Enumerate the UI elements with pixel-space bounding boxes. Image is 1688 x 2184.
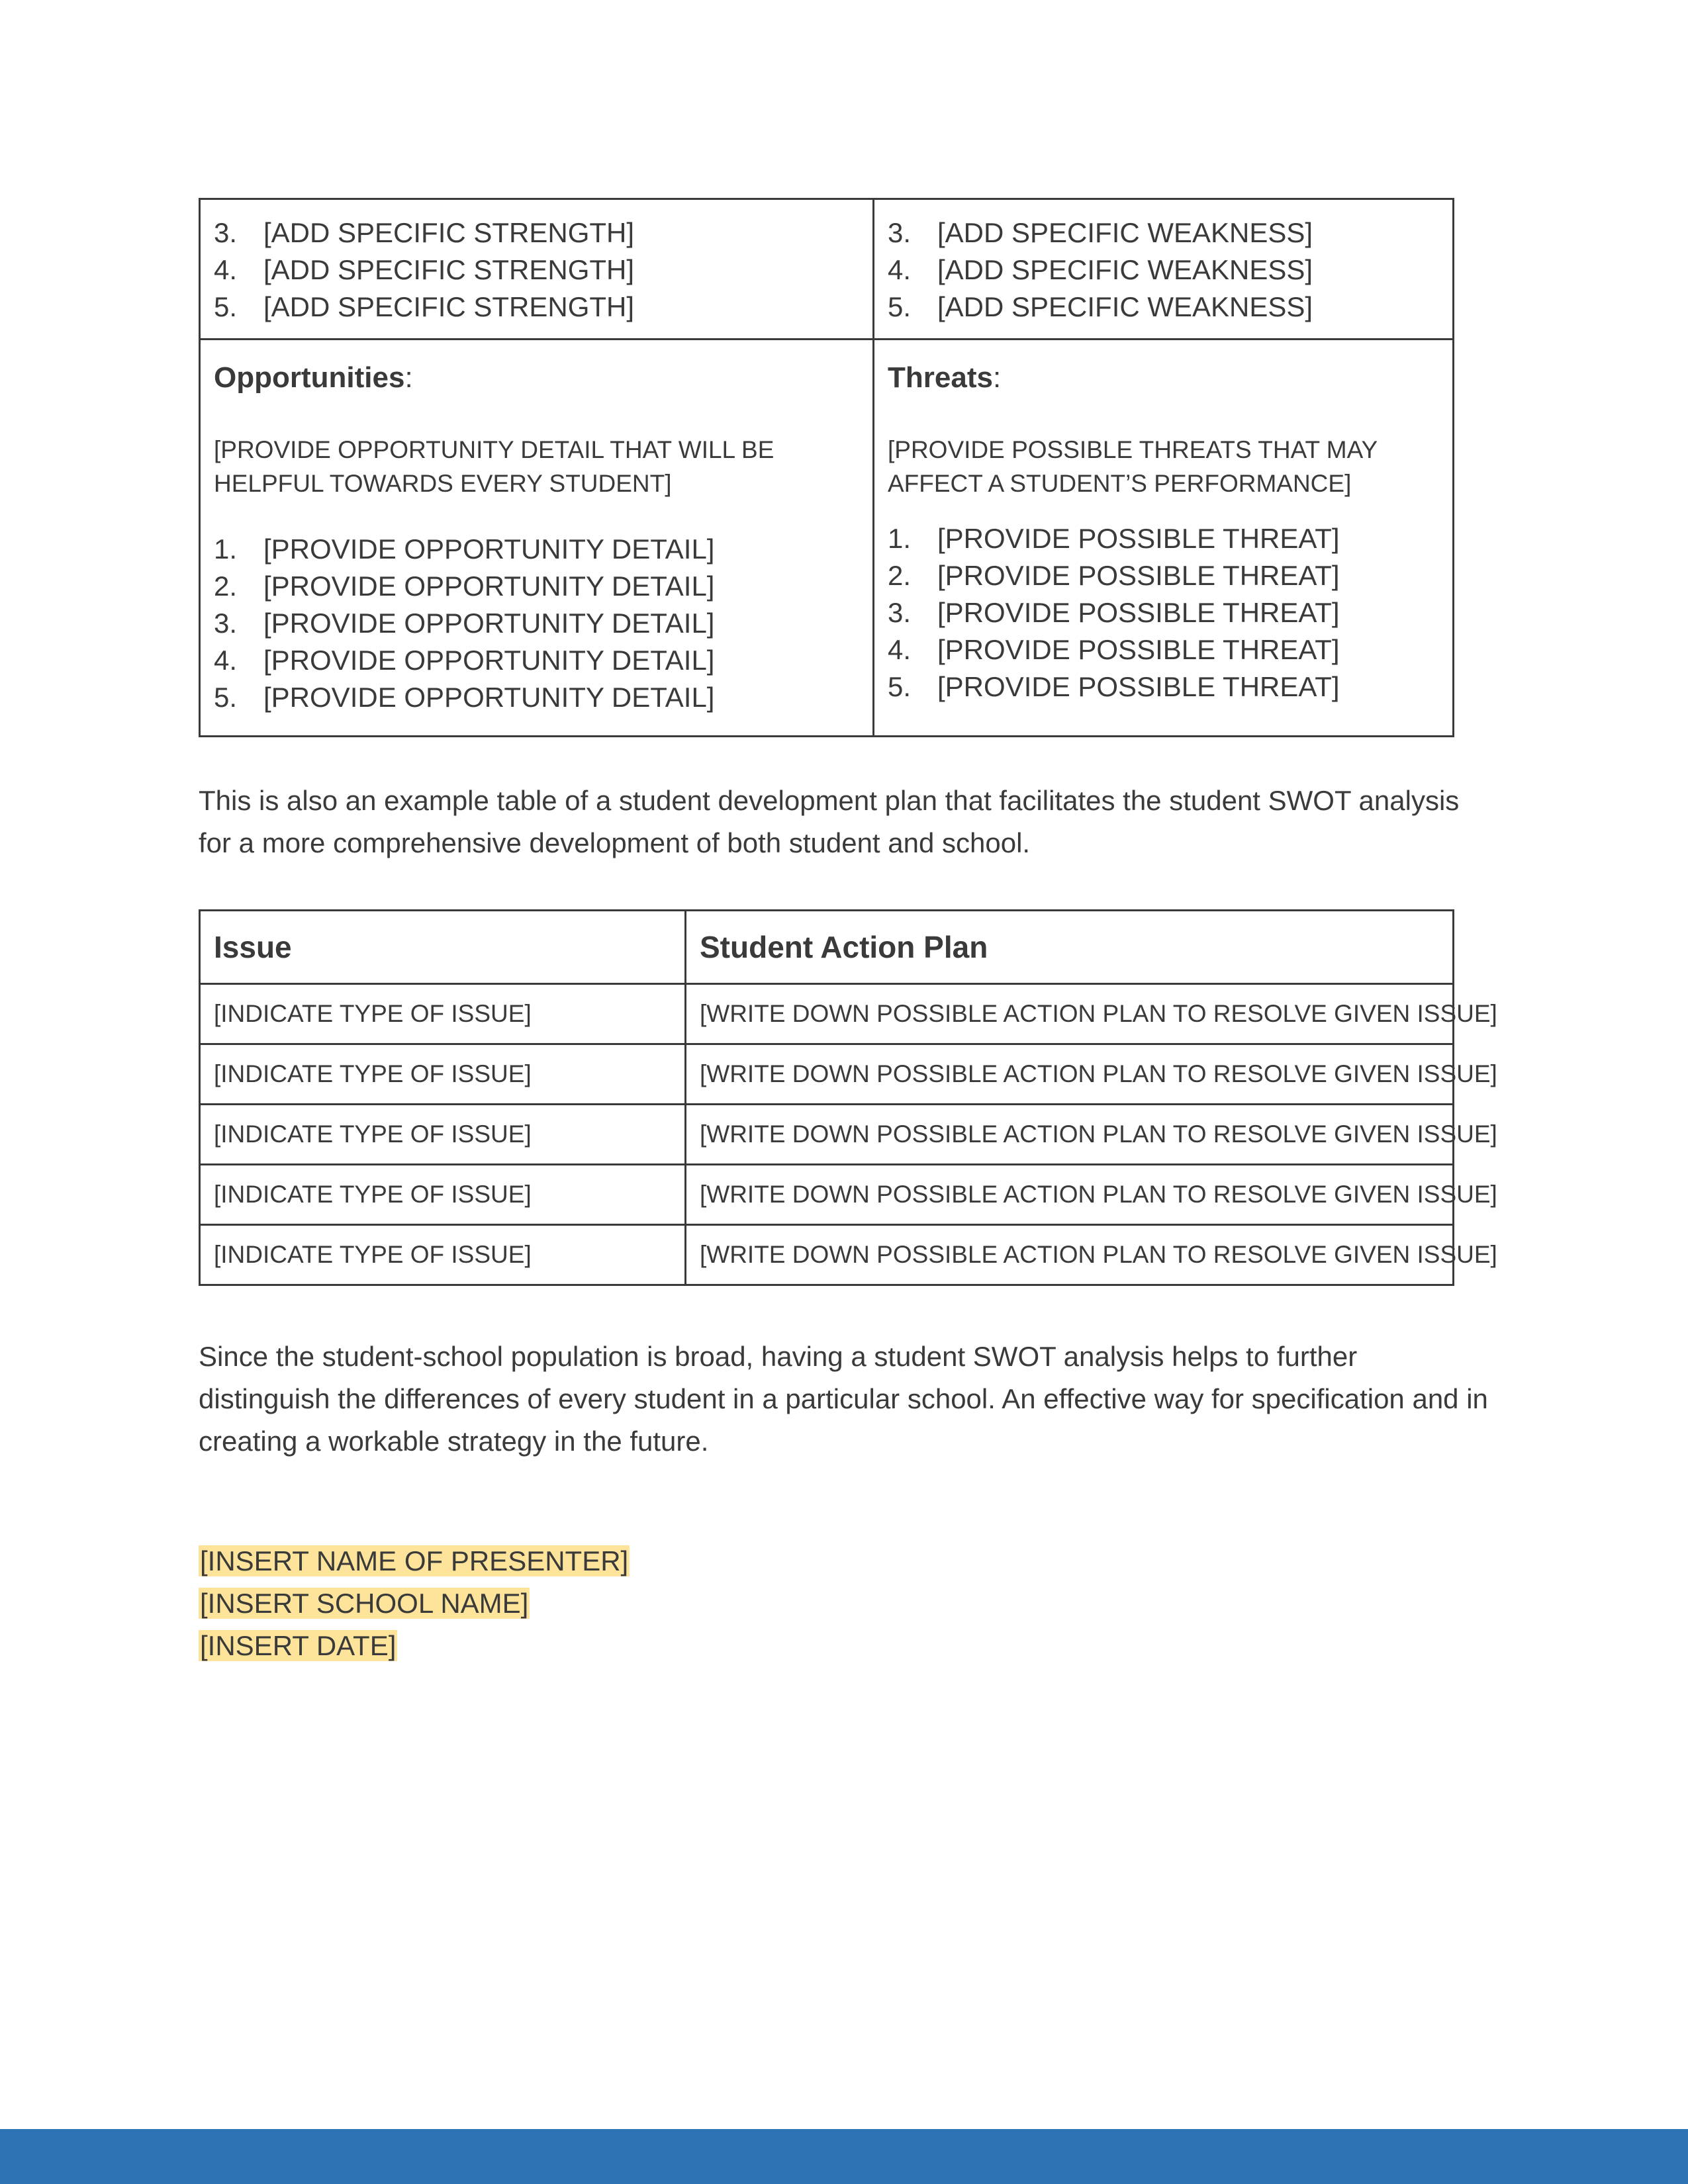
table-row	[200, 984, 1454, 1044]
weaknesses-list	[888, 214, 1439, 326]
issue-cell: [INDICATE TYPE OF ISSUE]	[200, 1044, 686, 1105]
intro-paragraph: This is also an example table of a student development plan that facilitates the student SWOT analysis for a more comprehensive development of both student and school.	[199, 785, 1460, 858]
swot-table	[199, 198, 1454, 737]
column-header-action-plan: Student Action Plan	[686, 911, 1454, 984]
list-item: 4. [ADD SPECIFIC STRENGTH]	[214, 254, 635, 285]
swot-row-strengths-weaknesses	[200, 199, 1454, 340]
table-row	[200, 1165, 1454, 1225]
table-row	[200, 1105, 1454, 1165]
action-plan-cell: [WRITE DOWN POSSIBLE ACTION PLAN TO RESOLVE GIVEN ISSUE]	[686, 984, 1454, 1044]
date-placeholder: [INSERT DATE]	[200, 1630, 397, 1661]
list-item: 4. [ADD SPECIFIC WEAKNESS]	[888, 254, 1313, 285]
threats-list	[888, 520, 1439, 705]
list-item: 3. [PROVIDE OPPORTUNITY DETAIL]	[214, 608, 715, 639]
list-item: 1. [PROVIDE OPPORTUNITY DETAIL]	[214, 533, 715, 565]
list-item: 3. [ADD SPECIFIC STRENGTH]	[214, 217, 635, 248]
action-plan-cell: [WRITE DOWN POSSIBLE ACTION PLAN TO RESOLVE GIVEN ISSUE]	[686, 1165, 1454, 1225]
action-plan-table	[199, 909, 1497, 1286]
list-item: 5. [ADD SPECIFIC WEAKNESS]	[888, 291, 1313, 322]
issue-cell: [INDICATE TYPE OF ISSUE]	[200, 1165, 686, 1225]
threats-cell	[874, 340, 1454, 737]
table-header-row	[200, 911, 1454, 984]
strengths-list	[214, 214, 859, 326]
opportunities-list	[214, 531, 859, 716]
closing-paragraph: Since the student-school population is broad, having a student SWOT analysis helps to further distinguish the differences of every student in a particular school. An effective way for specification and in creating a workable strategy in the future.	[199, 1341, 1488, 1457]
issue-cell: [INDICATE TYPE OF ISSUE]	[200, 1105, 686, 1165]
list-item: 5. [PROVIDE OPPORTUNITY DETAIL]	[214, 682, 715, 713]
list-item: 4. [PROVIDE POSSIBLE THREAT]	[888, 634, 1340, 665]
strengths-cell	[200, 199, 874, 340]
threats-detail: [PROVIDE POSSIBLE THREATS THAT MAY AFFECT A STUDENT’S PERFORMANCE]	[888, 436, 1378, 497]
list-item: 3. [ADD SPECIFIC WEAKNESS]	[888, 217, 1313, 248]
swot-row-opportunities-threats	[200, 340, 1454, 737]
action-plan-cell: [WRITE DOWN POSSIBLE ACTION PLAN TO RESOLVE GIVEN ISSUE]	[686, 1225, 1454, 1285]
list-item: 5. [PROVIDE POSSIBLE THREAT]	[888, 671, 1340, 702]
school-name-placeholder: [INSERT SCHOOL NAME]	[200, 1588, 529, 1619]
action-plan-cell: [WRITE DOWN POSSIBLE ACTION PLAN TO RESOLVE GIVEN ISSUE]	[686, 1105, 1454, 1165]
threats-heading: Threats:	[888, 361, 1002, 394]
opportunities-detail: [PROVIDE OPPORTUNITY DETAIL THAT WILL BE HELPFUL TOWARDS EVERY STUDENT]	[214, 436, 774, 497]
list-item: 1. [PROVIDE POSSIBLE THREAT]	[888, 523, 1340, 554]
opportunities-cell	[200, 340, 874, 737]
list-item: 3. [PROVIDE POSSIBLE THREAT]	[888, 597, 1340, 628]
issue-cell: [INDICATE TYPE OF ISSUE]	[200, 984, 686, 1044]
table-row	[200, 1044, 1454, 1105]
list-item: 2. [PROVIDE OPPORTUNITY DETAIL]	[214, 570, 715, 602]
signature-block	[199, 1540, 630, 1667]
weaknesses-cell	[874, 199, 1454, 340]
presenter-name-placeholder: [INSERT NAME OF PRESENTER]	[200, 1545, 629, 1576]
list-item: 2. [PROVIDE POSSIBLE THREAT]	[888, 560, 1340, 591]
column-header-issue: Issue	[200, 911, 686, 984]
opportunities-heading: Opportunities:	[214, 361, 413, 394]
list-item: 4. [PROVIDE OPPORTUNITY DETAIL]	[214, 645, 715, 676]
action-plan-cell: [WRITE DOWN POSSIBLE ACTION PLAN TO RESOLVE GIVEN ISSUE]	[686, 1044, 1454, 1105]
table-row	[200, 1225, 1454, 1285]
list-item: 5. [ADD SPECIFIC STRENGTH]	[214, 291, 635, 322]
issue-cell: [INDICATE TYPE OF ISSUE]	[200, 1225, 686, 1285]
footer-bar	[0, 2129, 1688, 2184]
